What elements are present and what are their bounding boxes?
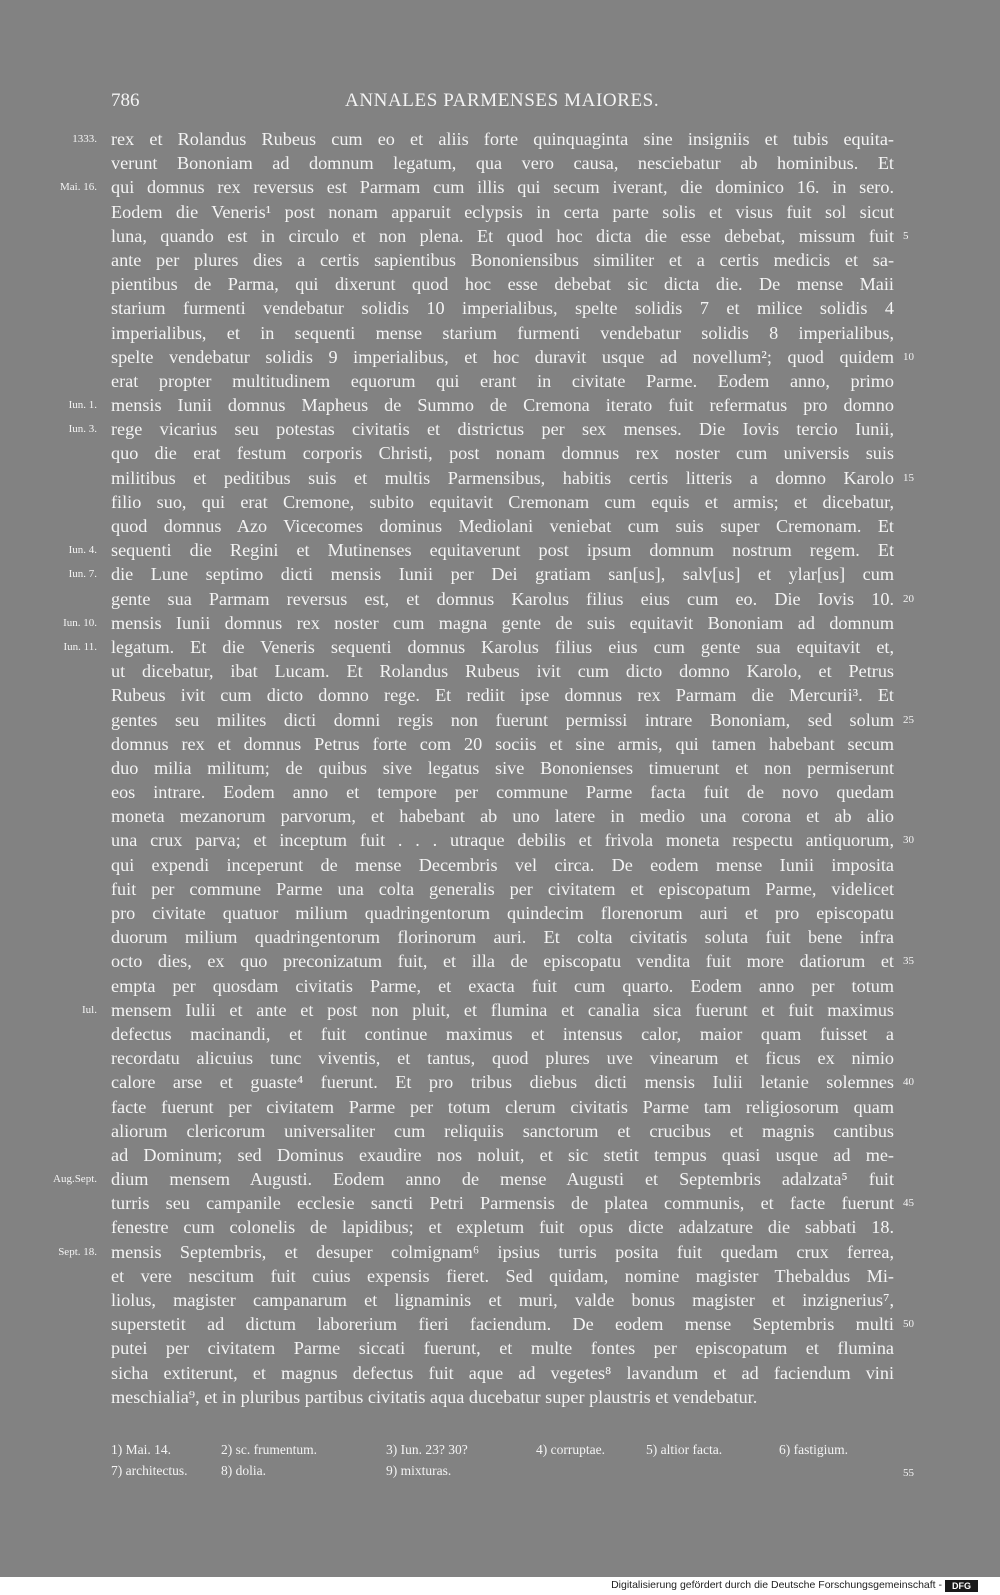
line-text: superstetit ad dictum laborerium fieri faciendum. De eodem mense Septembris multi (111, 1314, 894, 1335)
line-text: mensis Iunii domnus rex noster cum magna gente de suis equitavit Bononiam ad domnum (111, 612, 894, 633)
line-number: 30 (903, 834, 914, 847)
text-line (0, 683, 1000, 707)
line-text: dium mensem Augusti. Eodem anno de mense Augusti et Septembris adalzata⁵ fuit (111, 1169, 894, 1190)
text-line (0, 828, 1000, 852)
text-line (0, 756, 1000, 780)
line-text: mensis Septembris, et desuper colmignam⁶ ipsius turris posita fuit quedam crux ferrea, (111, 1241, 894, 1262)
footnote-row (111, 1463, 911, 1484)
main-text (0, 127, 1000, 1409)
line-text: mensis Iunii domnus Mapheus de Summo de Cremona iterato fuit refermatus pro domno (111, 395, 894, 416)
text-line (0, 780, 1000, 804)
text-line (0, 1361, 1000, 1385)
text-line (0, 151, 1000, 175)
text-line (0, 998, 1000, 1022)
line-text: meschialia⁹, et in pluribus partibus civitatis aqua ducebatur super plaustris et vendebatur. (111, 1386, 758, 1407)
text-line (0, 901, 1000, 925)
line-text: octo dies, ex quo preconizatum fuit, et illa de episcopatu vendita fuit more datiorum et (111, 951, 894, 972)
line-text: sequenti die Regini et Mutinenses equitaverunt post ipsum domnum nostrum regem. Et (111, 540, 894, 561)
margin-date-note: Iun. 11. (63, 640, 97, 653)
text-line (0, 1240, 1000, 1264)
text-line (0, 562, 1000, 586)
text-line (0, 1070, 1000, 1094)
line-text: calore arse et guaste⁴ fuerunt. Et pro tribus diebus dicti mensis Iulii letanie solemnes (111, 1072, 894, 1093)
text-line (0, 1022, 1000, 1046)
text-line (0, 224, 1000, 248)
text-line (0, 708, 1000, 732)
text-line (0, 1215, 1000, 1239)
footnote-item: 9) mixturas. (386, 1463, 452, 1478)
footnote-item: 6) fastigium. (779, 1442, 848, 1457)
line-text: domnus rex et domnus Petrus forte com 20 sociis et sine armis, qui tamen habebant secum (111, 733, 894, 754)
text-line (0, 1385, 1000, 1409)
line-text: gente sua Parmam reversus est, et domnus Karolus filius eius cum eo. Die Iovis 10. (111, 588, 894, 609)
line-text: empta per quosdam civitatis Parme, et exacta fuit cum quarto. Eodem anno per totum (111, 975, 894, 996)
line-number: 35 (903, 955, 914, 968)
line-text: facte fuerunt per civitatem Parme per totum clerum civitatis Parme tam religiosorum quam (111, 1096, 894, 1117)
line-number: 45 (903, 1197, 914, 1210)
footnote-item: 4) corruptae. (536, 1442, 605, 1457)
footnote-row (111, 1442, 911, 1463)
text-line (0, 1288, 1000, 1312)
margin-date-note: 1333. (72, 133, 97, 145)
margin-date-note: Sept. 18. (58, 1245, 97, 1258)
line-number: 40 (903, 1076, 914, 1089)
credit-text: Digitalisierung gefördert durch die Deutsche Forschungsgemeinschaft - (611, 1579, 942, 1591)
text-line (0, 659, 1000, 683)
text-line (0, 1046, 1000, 1070)
line-number: 25 (903, 713, 914, 726)
text-line (0, 1095, 1000, 1119)
line-text: ad Dominum; sed Dominus exaudire nos noluit, et sic stetit tempus quasi usque ad me- (111, 1144, 894, 1165)
text-line (0, 345, 1000, 369)
margin-date-note: Iul. (82, 1003, 97, 1016)
line-text: fuit per commune Parme una colta generalis per civitatem et episcopatum Parme, videlicet (111, 878, 894, 899)
footnote-item: 7) architectus. (111, 1463, 188, 1478)
text-line (0, 175, 1000, 199)
text-line (0, 732, 1000, 756)
text-line (0, 635, 1000, 659)
text-line (0, 1312, 1000, 1336)
footnote-item: 2) sc. frumentum. (221, 1442, 317, 1457)
line-text: recordatu alicuius tunc viventis, et tantus, quod plures uve vinearum et ficus ex nimio (111, 1048, 894, 1069)
text-line (0, 369, 1000, 393)
margin-date-note: Iun. 10. (63, 616, 97, 629)
margin-date-note: Aug.Sept. (53, 1173, 97, 1186)
line-text: Rubeus ivit cum dicto domno rege. Et rediit ipse domnus rex Parmam die Mercurii³. Et (111, 685, 894, 706)
line-number: 15 (903, 471, 914, 484)
footnote-item: 3) Iun. 23? 30? (386, 1442, 468, 1457)
page-number: 786 (111, 90, 140, 111)
line-text: moneta mezanorum parvorum, et habebant ab uno latere in medio una corona et ab alio (111, 806, 894, 827)
footnote-item: 5) altior facta. (646, 1442, 723, 1457)
text-line (0, 490, 1000, 514)
line-text: una crux parva; et inceptum fuit . . . utraque debilis et frivola moneta respectu antiquorum, (111, 830, 894, 851)
line-text: mensem Iulii et ante et post non pluit, et flumina et canalia sica fuerunt et fuit maximus (111, 999, 894, 1020)
line-text: qui domnus rex reversus est Parmam cum illis qui secum iverant, die dominico 16. in sero. (111, 177, 894, 198)
text-line (0, 1264, 1000, 1288)
footnote-item: 8) dolia. (221, 1463, 266, 1478)
line-text: quod domnus Azo Vicecomes dominus Mediolani veniebat cum suis super Cremonam. Et (111, 516, 894, 536)
line-text: starium furmenti vendebatur solidis 10 imperialibus, spelte solidis 7 et milice solidis 4 (111, 298, 894, 319)
line-text: duo milia militum; de quibus sive legatus sive Bononienses timuerunt et non permiserunt (111, 757, 894, 778)
line-text: legatum. Et die Veneris sequenti domnus Karolus filius eius cum gente sua equitavit et, (111, 636, 894, 657)
line-text: quo die erat festum corporis Christi, post nonam domnus rex noster cum universis suis (111, 443, 894, 464)
line-text: aliorum clericorum universaliter cum reliquiis sanctorum et crucibus et magnis cantibus (111, 1120, 894, 1141)
line-number: 20 (903, 592, 914, 605)
text-line (0, 296, 1000, 320)
margin-date-note: Mai. 16. (60, 181, 97, 194)
text-line (0, 804, 1000, 828)
text-line (0, 949, 1000, 973)
line-text: liolus, magister campanarum et lignaminis et muri, valde bonus magister et inzignerius⁷, (111, 1290, 894, 1310)
text-line (0, 417, 1000, 441)
footnote-line-number: 55 (903, 1467, 914, 1479)
line-text: gentes seu milites dicti domni regis non fuerunt permissi intrare Bononiam, sed solum (111, 709, 894, 730)
line-text: imperialibus, et in sequenti mense starium furmenti vendebatur solidis 8 imperialibus, (111, 322, 894, 343)
text-line (0, 853, 1000, 877)
margin-date-note: Iun. 1. (68, 399, 97, 412)
margin-date-note: Iun. 3. (68, 423, 97, 436)
line-text: luna, quando est in circulo et non plena. Et quod hoc dicta die esse debebat, missum fuit (111, 225, 894, 246)
footnotes (111, 1442, 911, 1484)
text-line (0, 466, 1000, 490)
line-text: militibus et peditibus suis et multis Parmensibus, habitis certis litteris a domno Karolo (111, 467, 894, 488)
text-line (0, 1143, 1000, 1167)
line-text: defectus macinandi, et fuit continue maximus et intensus calor, maior quam fuisset a (111, 1023, 894, 1044)
text-line (0, 611, 1000, 635)
page-header (0, 90, 1000, 120)
line-text: turris seu campanile ecclesie sancti Petri Parmensis de platea communis, et facte fuerunt (111, 1193, 894, 1214)
text-line (0, 877, 1000, 901)
line-text: pro civitate quatuor milium quadringentorum quindecim florenorum auri et pro episcopatu (111, 903, 894, 923)
text-line (0, 514, 1000, 538)
dfg-logo-icon: DFG (945, 1580, 978, 1592)
line-text: et vere nescitum fuit cuius expensis fieret. Sed quidam, nomine magister Thebaldus Mi- (111, 1265, 894, 1286)
text-line (0, 441, 1000, 465)
margin-date-note: Iun. 4. (68, 544, 97, 557)
text-line (0, 587, 1000, 611)
line-text: qui expendi inceperunt de mense Decembris vel circa. De eodem mense Iunii imposita (111, 854, 894, 875)
running-title: ANNALES PARMENSES MAIORES. (345, 90, 660, 111)
line-text: duorum milium quadringentorum florinorum auri. Et colta civitatis soluta fuit bene infra (111, 927, 894, 948)
line-text: erat propter multitudinem equorum qui erant in civitate Parme. Eodem anno, primo (111, 370, 894, 391)
line-text: filio suo, qui erat Cremone, subito equitavit Cremonam cum equis et armis; et dicebatur, (111, 491, 894, 512)
line-text: rex et Rolandus Rubeus cum eo et aliis forte quinquaginta sine insigniis et tubis equita- (111, 129, 894, 149)
text-line (0, 321, 1000, 345)
line-text: ante per plures dies a certis sapientibus Bononiensibus similiter et a certis medicis et sa- (111, 249, 894, 270)
line-number: 10 (903, 350, 914, 363)
line-number: 50 (903, 1318, 914, 1331)
text-line (0, 393, 1000, 417)
text-line (0, 200, 1000, 224)
line-text: pientibus de Parma, qui dixerunt quod hoc esse debebat sic dicta die. De mense Maii (111, 274, 894, 295)
line-text: eos intrare. Eodem anno et tempore per commune Parme facta fuit de novo quedam (111, 782, 894, 803)
text-line (0, 1167, 1000, 1191)
line-text: putei per civitatem Parme siccati fuerunt, et multe fontes per episcopatum et flumina (111, 1338, 894, 1359)
text-line (0, 248, 1000, 272)
line-text: fenestre cum colonelis de lapidibus; et expletum fuit opus dicte adalzature die sabbati 18. (111, 1217, 894, 1238)
text-line (0, 1336, 1000, 1360)
text-line (0, 974, 1000, 998)
line-text: spelte vendebatur solidis 9 imperialibus, et hoc duravit usque ad novellum²; quod quidem (111, 346, 894, 367)
margin-date-note: Iun. 7. (68, 568, 97, 581)
footnote-item: 1) Mai. 14. (111, 1442, 171, 1457)
text-line (0, 272, 1000, 296)
text-line (0, 127, 1000, 151)
credit-bar (0, 1577, 1000, 1595)
text-line (0, 925, 1000, 949)
line-text: sicha extiterunt, et magnus defectus fuit aque ad vegetes⁸ lavandum et ad faciendum vini (111, 1362, 894, 1383)
line-text: Eodem die Veneris¹ post nonam apparuit eclypsis in certa parte solis et visus fuit sol sicut (111, 201, 894, 222)
text-line (0, 1191, 1000, 1215)
line-text: verunt Bononiam ad domnum legatum, qua vero causa, nesciebatur ab hominibus. Et (111, 153, 894, 174)
text-line (0, 1119, 1000, 1143)
text-line (0, 538, 1000, 562)
line-text: rege vicarius seu potestas civitatis et districtus per sex menses. Die Iovis tercio Iunii, (111, 419, 894, 440)
line-text: ut dicebatur, ibat Lucam. Et Rolandus Rubeus ivit cum dicto domno Karolo, et Petrus (111, 661, 894, 682)
line-number: 5 (903, 229, 909, 242)
line-text: die Lune septimo dicti mensis Iunii per Dei gratiam san[us], salv[us] et ylar[us] cum (111, 564, 894, 585)
